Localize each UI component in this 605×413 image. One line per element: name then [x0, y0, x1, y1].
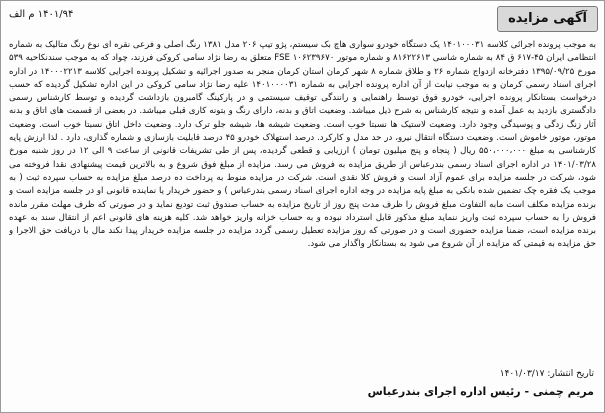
notice-title: آگهی مزایده: [497, 6, 598, 32]
notice-body: [9, 39, 596, 365]
publication-date: تاریخ انتشار: ۱۴۰۱/۰۳/۱۷: [499, 369, 594, 379]
document-reference: ۱۴۰۱/۹۴ م الف: [9, 9, 74, 20]
signature-line: مریم چمنی - رئیس اداره اجرای بندرعباس: [367, 385, 594, 398]
notice-header: [1, 1, 604, 35]
notice-paragraph: به موجب پرونده اجرائی کلاسه ۱۴۰۱۰۰۰۳۱ یک دستگاه خودرو سواری هاچ بک سیستم، پژو تیپ ۲۰۶ مدل ۱۳۸۱ رنگ اصلی و فرعی نقره ای نوع رنگ متالیک به شماره انتظامی ایران ۴۵-۶۱۷ ق ۸۴ به شماره شاسی ۸۱۶۲۲۶۱۳ و شماره موتور ۱۰۶۲۳۹۶۷۰ FSE متعلق به رضا نژاد سامی کروکی فرزند، چواد که به موجب سندنکاحیه ۵۳۹ مورخ ۱۳۹۵/۰۹/۲۵ دفترخانه ازدواج شماره ۲۶ و طلاق شماره ۸ شهر کرمان استان کرمان منجر به صدور اجرائیه و تشکیل پرونده اجرایی کلاسه ۱۴۰۰۰۲۲۱۳ در اداره اجرای اسناد رسمی کرمان و به موجب نیابت از آن اداره پرونده اجرایی به شماره ۱۴۰۱۰۰۰۰۳۱ علیه رضا نژاد سامی کروکی در این اداره تشکیل گردیده که حسب درخواست بستانکار پرونده اجرایی، خودرو فوق توسط راهنمایی و رانندگی توقیف سیستمی و در پارکینگ گامبرون بازداشت گردیده و توسط کارشناس رسمی دادگستری بازدید به عمل آمده و نتیجه کارشناس به شرح ذیل میباشد. وضعیت اتاق و بدنه، دارای رنگ و بتونه کاری قبلی میباشد. در بعضی از قسمت های اتاق و بدنه آثار زنگ زدگی و پوسیدگی وجود دارد. وضعیت لاستیک ها نسبتا خوب است. وضعیت شیشه ها، شیشه جلو ترک دارد. وضعیت داخل اتاق نسبتا خوب است. وضعیت موتور، موتور خاموش است. وضعیت دستگاه انتقال نیرو، در حد مدل و کارکرد. درصد استهلاک خودرو ۴۵ درصد قابلیت بازسازی و شماره گذاری، دارد . لذا ارزش پایه کارشناسی به مبلغ ۵۵۰،۰۰۰،۰۰۰ ریال ( پنجاه و پنج میلیون تومان ) ارزیابی و قطعی گردیده، پس از طی تشریفات قانونی از ساعت ۹ الی ۱۲ در روز شنبه مورخ ۱۴۰۱/۰۳/۲۸ در اداره اجرای اسناد رسمی بندرعباس از طریق مزایده به فروش می رسد. مزایده از مبلغ فوق شروع و به بالاترین قیمت پیشنهادی نقدا فروخته می شود، شرکت در جلسه مزایده برای عموم آزاد است و فروش کلا نقدی است. شرکت در مزایده منوط به پرداخت ده درصد مبلغ مزایده به حساب سپرده ثبت ( به موجب یک فقره چک تضمین شده بانکی به مبلغ پایه مزایده در وجه اداره اجرای اسناد رسمی بندرعباس ) و حضور خریدار یا نماینده قانونی او در جلسه مزایده است و برنده مزایده مکلف است مابه التفاوت مبلغ فروش را ظرف مدت پنج روز از تاریخ مزایده به حساب صندوق ثبت تودیع نماید و در صورتی که ظرف مهلت مقرر مانده فروش را به حساب سپرده ثبت واریز ننماید مبلغ مذکور قابل استرداد نبوده و به حساب خزانه واریز خواهد شد. کلیه هزینه های قانونی اعم از انتقال سند به عهده برنده مزایده است، ضمنا مزایده حضوری است و در صورتی که روز مزایده تعطیل رسمی گردد مزایده در جلسه مزایده خریدار پیدا نکند مال با دریافت حق الاجرا و حق مزایده به قیمتی که مزایده از آن شروع می شود به بستانکار واگذار می شود.: [9, 40, 596, 250]
